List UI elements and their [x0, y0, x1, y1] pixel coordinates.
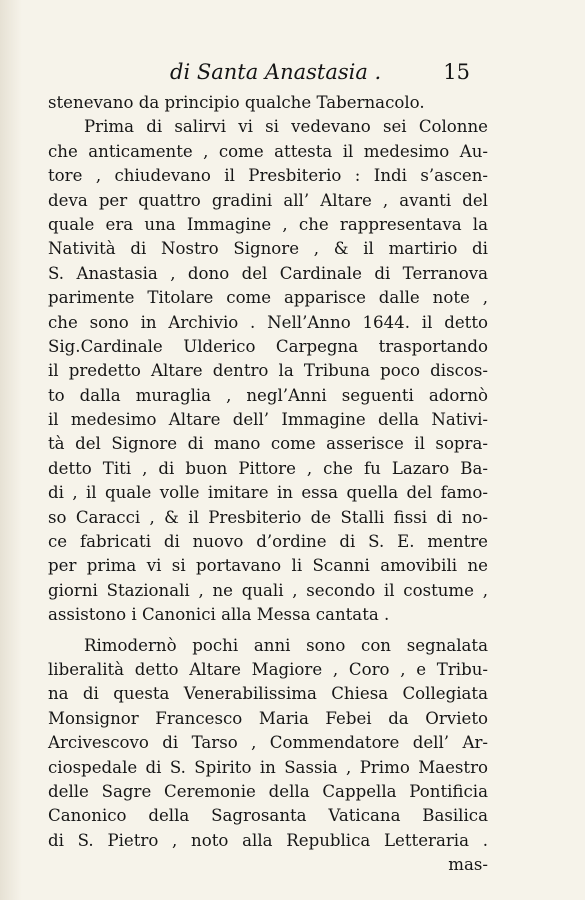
catchword: mas- — [448, 855, 488, 875]
text-line: parimente Titolare come apparisce dalle note , — [48, 288, 488, 308]
text-line: il medesimo Altare dell’ Immagine della Nativi- — [48, 410, 488, 430]
page-number: 15 — [443, 60, 470, 84]
text-line: di , il quale volle imitare in essa quella del famo- — [48, 483, 488, 503]
text-line: delle Sagre Ceremonie della Cappella Pontificia — [48, 781, 488, 801]
text-line: Arcivescovo di Tarso , Commendatore dell’ Ar- — [48, 733, 488, 753]
running-title: di Santa Anastasia . — [170, 60, 382, 84]
body-text — [48, 91, 488, 878]
text-line: Canonico della Sagrosanta Vaticana Basilica — [48, 806, 488, 826]
text-line: so Caracci , & il Presbiterio de Stalli fissi di no- — [48, 507, 488, 527]
text-line: per prima vi si portavano li Scanni amovibili ne — [48, 556, 488, 576]
text-line: giorni Stazionali , ne quali , secondo il costume , — [48, 580, 488, 600]
text-line: na di questa Venerabilissima Chiesa Collegiata — [48, 684, 488, 704]
text-line: S. Anastasia , dono del Cardinale di Terranova — [48, 263, 488, 283]
text-line: Sig.Cardinale Ulderico Carpegna trasportando — [48, 336, 488, 356]
text-line: Natività di Nostro Signore , & il martirio di — [48, 239, 488, 259]
text-line: Rimodernò pochi anni sono con segnalata — [84, 635, 488, 655]
text-line: che anticamente , come attesta il medesimo Au- — [48, 141, 488, 161]
text-line: stenevano da principio qualche Tabernacolo. — [48, 93, 425, 112]
text-line: quale era una Immagine , che rappresentava la — [48, 214, 488, 234]
text-line: liberalità detto Altare Magiore , Coro , e Tribu- — [48, 659, 488, 679]
text-line: detto Titi , di buon Pittore , che fu Lazaro Ba- — [48, 458, 488, 478]
text-line: che sono in Archivio . Nell’Anno 1644. il detto — [48, 312, 488, 332]
text-line: Prima di salirvi vi si vedevano sei Colonne — [84, 117, 488, 137]
text-line: il predetto Altare dentro la Tribuna poco discos- — [48, 361, 488, 381]
text-line: di S. Pietro , noto alla Republica Letteraria . — [48, 830, 488, 850]
text-line: tà del Signore di mano come asserisce il sopra- — [48, 434, 488, 454]
text-line: deva per quattro gradini all’ Altare , avanti del — [48, 190, 488, 210]
text-line: to dalla muraglia , negl’Anni seguenti adornò — [48, 385, 488, 405]
catchword-line — [48, 853, 488, 877]
text-line: assistono i Canonici alla Messa cantata . — [48, 605, 390, 625]
page-gutter-shadow — [0, 0, 22, 900]
text-line: tore , chiudevano il Presbiterio : Indi s’ascen- — [48, 166, 488, 186]
text-line: ce fabricati di nuovo d’ordine di S. E. mentre — [48, 532, 488, 552]
text-line: Monsignor Francesco Maria Febei da Orvieto — [48, 708, 488, 728]
running-header — [170, 60, 470, 90]
text-line: ciospedale di S. Spirito in Sassia , Primo Maestro — [48, 757, 488, 777]
